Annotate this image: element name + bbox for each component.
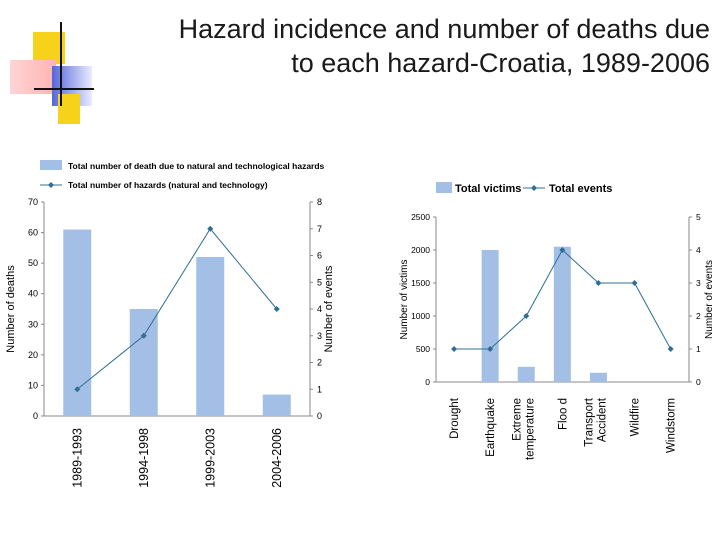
category-label-line: Floo d xyxy=(557,398,570,430)
category-label-line: Transport xyxy=(583,398,596,447)
y-tick-label: 40 xyxy=(27,288,38,299)
legend-bar-label: Total victims xyxy=(455,183,522,195)
y-tick-label: 10 xyxy=(27,380,38,391)
category-label-line: Drought xyxy=(449,398,462,439)
y-tick-label: 2000 xyxy=(411,245,430,255)
category-label-line: Extreme xyxy=(511,398,524,441)
category-label xyxy=(583,397,608,447)
legend-line-label: Total events xyxy=(549,183,613,195)
y2-tick-label: 8 xyxy=(317,197,323,207)
y-tick-label: 0 xyxy=(32,411,38,421)
line-marker xyxy=(632,280,638,286)
y-tick-label: 70 xyxy=(27,197,38,207)
category-label-line: 1999-2003 xyxy=(203,428,218,488)
category-label-line: Wildfire xyxy=(629,398,642,437)
category-label xyxy=(270,428,284,488)
y2-tick-label: 2 xyxy=(696,311,701,321)
bar xyxy=(518,367,535,382)
legend-line-marker xyxy=(531,185,537,191)
category-label xyxy=(70,428,84,488)
y2-axis-title: Number of events xyxy=(323,265,335,353)
legend-line-marker xyxy=(48,182,54,188)
bar xyxy=(482,250,499,382)
y-tick-label: 1000 xyxy=(411,311,430,321)
bar xyxy=(263,395,291,416)
title-line-2: to each hazard-Croatia, 1989-2006 xyxy=(291,48,710,78)
category-label xyxy=(203,428,217,488)
y-tick-label: 500 xyxy=(415,344,430,354)
bar xyxy=(130,309,158,416)
y2-axis-title: Number of events xyxy=(704,260,715,339)
series-line xyxy=(77,229,277,390)
y2-tick-label: 1 xyxy=(696,344,701,354)
category-label xyxy=(449,397,461,439)
y-tick-label: 0 xyxy=(425,377,430,387)
category-label-line: Windstorm xyxy=(665,398,678,453)
y-tick-label: 60 xyxy=(27,227,38,238)
category-label xyxy=(557,398,569,430)
y-tick-label: 50 xyxy=(27,258,38,269)
y2-tick-label: 4 xyxy=(317,304,323,314)
line-marker xyxy=(668,346,674,352)
legend-bar-label: Total number of death due to natural and technological hazards xyxy=(68,161,325,171)
category-label xyxy=(137,428,151,488)
title-line-1: Hazard incidence and number of deaths due xyxy=(178,14,710,44)
category-label-line: temperature xyxy=(524,398,537,461)
category-label-line: 1989-1993 xyxy=(70,428,85,488)
bar xyxy=(590,373,607,382)
y-tick-label: 20 xyxy=(27,349,38,360)
y2-tick-label: 1 xyxy=(317,384,323,395)
bar xyxy=(554,247,571,382)
y2-tick-label: 3 xyxy=(317,330,323,341)
y-tick-label: 30 xyxy=(27,319,38,330)
bar xyxy=(196,257,224,416)
category-label xyxy=(485,398,497,457)
category-label-line: Accident xyxy=(596,398,609,443)
legend-bar-swatch xyxy=(436,182,452,193)
category-label xyxy=(666,398,678,453)
category-label-line: 1994-1998 xyxy=(136,428,151,488)
legend-line-label: Total number of hazards (natural and technology) xyxy=(68,180,268,190)
y-axis-title: Number of victims xyxy=(399,259,410,340)
legend-bar-swatch xyxy=(40,160,62,170)
y2-tick-label: 2 xyxy=(317,357,323,368)
y2-tick-label: 5 xyxy=(696,212,701,222)
y2-tick-label: 7 xyxy=(317,223,323,234)
category-label xyxy=(630,398,642,436)
chart-2 xyxy=(399,182,715,460)
line-marker xyxy=(451,346,457,352)
y-tick-label: 1500 xyxy=(411,278,430,288)
chart-1 xyxy=(5,160,335,488)
y2-tick-label: 6 xyxy=(317,250,323,261)
category-label-line: Earthquake xyxy=(485,398,498,457)
category-label xyxy=(511,398,536,460)
y2-tick-label: 4 xyxy=(696,245,701,255)
y2-tick-label: 5 xyxy=(317,277,323,288)
y-axis-title: Number of deaths xyxy=(5,265,17,353)
y-tick-label: 2500 xyxy=(411,212,430,222)
y2-tick-label: 3 xyxy=(696,278,701,288)
y2-tick-label: 0 xyxy=(696,377,701,387)
y2-tick-label: 0 xyxy=(317,411,323,421)
category-label-line: 2004-2006 xyxy=(269,428,284,488)
